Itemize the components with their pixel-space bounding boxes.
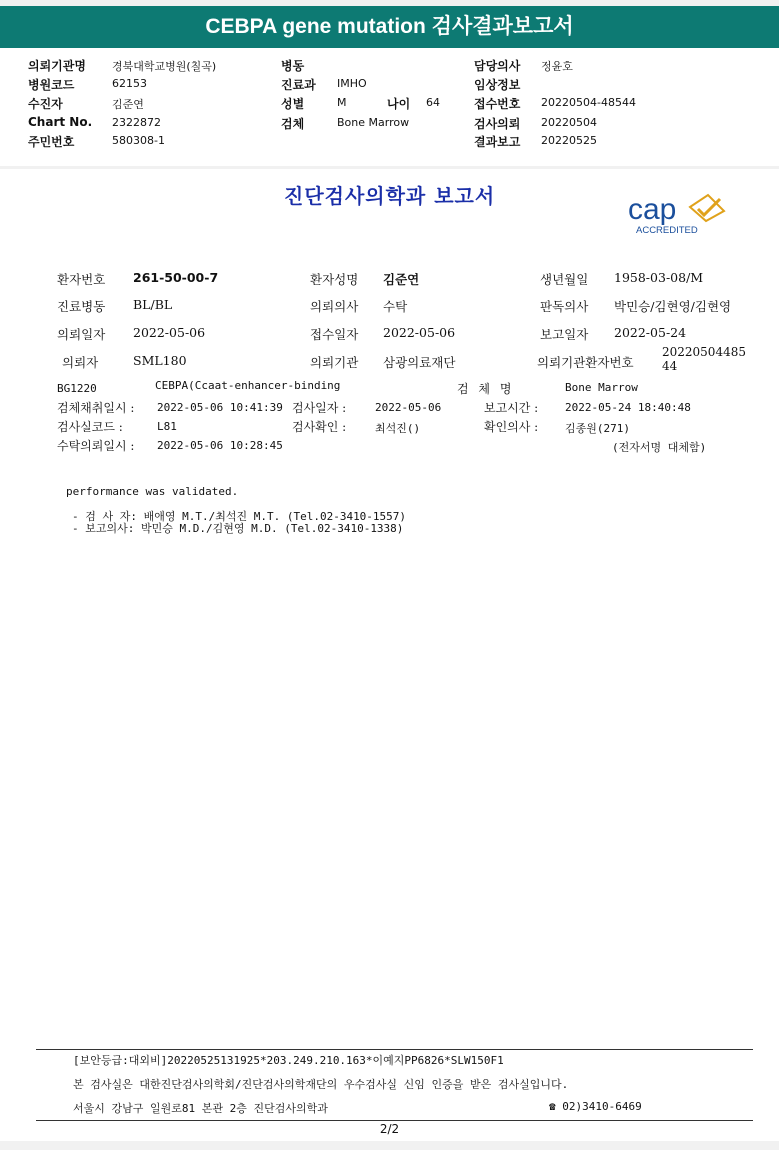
label-result-report: 결과보고 bbox=[474, 135, 521, 149]
value-resident-no: 580308-1 bbox=[112, 134, 165, 147]
label-department: 진료과 bbox=[281, 78, 316, 92]
label-specimen-name: 검 체 명 bbox=[457, 382, 515, 396]
label-reading-doctor: 판독의사 bbox=[540, 299, 589, 314]
label-report-date: 보고일자 bbox=[540, 327, 589, 342]
label-report-time: 보고시간 : bbox=[484, 401, 539, 415]
value-birth-date: 1958-03-08/M bbox=[614, 270, 704, 285]
label-requesting-org: 의뢰기관 bbox=[310, 355, 359, 370]
value-sex: M bbox=[337, 96, 347, 109]
label-resident-no: 주민번호 bbox=[28, 135, 75, 149]
value-receipt-date: 2022-05-06 bbox=[383, 325, 456, 340]
label-age: 나이 bbox=[387, 97, 411, 111]
cap-logo-graphic bbox=[628, 191, 728, 237]
label-patient-name: 환자성명 bbox=[310, 272, 359, 287]
label-clinical-info: 임상정보 bbox=[474, 78, 521, 92]
tester-line: - 검 사 자: 배애영 M.T./최석진 M.T. (Tel.02-3410-1557) bbox=[72, 510, 407, 523]
label-requesting-doctor: 의뢰의사 bbox=[310, 299, 359, 314]
value-department: IMHO bbox=[337, 77, 367, 90]
cap-logo-text: cap bbox=[628, 193, 677, 226]
cap-accredited-logo bbox=[628, 191, 728, 237]
label-requester: 의뢰자 bbox=[62, 355, 99, 370]
label-test-confirm: 검사확인 : bbox=[292, 420, 347, 434]
value-lab-code: L81 bbox=[157, 420, 177, 433]
footer-bottom-divider bbox=[36, 1120, 753, 1121]
label-org-patient-no: 의뢰기관환자번호 bbox=[537, 355, 634, 370]
value-test-confirm: 최석진() bbox=[375, 422, 421, 435]
label-ward: 병동 bbox=[281, 59, 305, 73]
footer-top-divider bbox=[36, 1049, 753, 1050]
value-consignment-time: 2022-05-06 10:28:45 bbox=[157, 439, 283, 452]
label-attending-physician: 담당의사 bbox=[474, 59, 521, 73]
validation-note: performance was validated. bbox=[66, 485, 239, 498]
label-sex: 성별 bbox=[281, 97, 305, 111]
value-chart-no: 2322872 bbox=[112, 116, 161, 129]
value-specimen-name: Bone Marrow bbox=[565, 381, 638, 394]
label-collection-time: 검체채취일시 : bbox=[57, 401, 135, 415]
certification-note: 본 검사실은 대한진단검사의학회/진단검사의학재단의 우수검사실 신임 인증을 받은 검사실입니다. bbox=[73, 1078, 569, 1091]
value-report-time: 2022-05-24 18:40:48 bbox=[565, 401, 691, 414]
value-age: 64 bbox=[426, 96, 440, 109]
report-title: 진단검사의학과 보고서 bbox=[284, 184, 496, 208]
value-test-request: 20220504 bbox=[541, 116, 597, 129]
page-number: 2/2 bbox=[379, 1122, 400, 1136]
value-test-date: 2022-05-06 bbox=[375, 401, 442, 414]
test-name: CEBPA(Ccaat-enhancer-binding bbox=[155, 379, 341, 392]
value-reading-doctor: 박민승/김현영/김현영 bbox=[614, 299, 732, 314]
label-chart-no: Chart No. bbox=[28, 115, 93, 129]
value-request-date: 2022-05-06 bbox=[133, 325, 206, 340]
label-confirming-doctor: 확인의사 : bbox=[484, 420, 539, 434]
value-collection-time: 2022-05-06 10:41:39 bbox=[157, 401, 283, 414]
label-hospital-code: 병원코드 bbox=[28, 78, 75, 92]
label-request-date: 의뢰일자 bbox=[57, 327, 106, 342]
label-lab-code: 검사실코드 : bbox=[57, 420, 123, 434]
value-result-report: 20220525 bbox=[541, 134, 597, 147]
label-test-date: 검사일자 : bbox=[292, 401, 347, 415]
label-consignment-time: 수탁의뢰일시 : bbox=[57, 439, 135, 453]
cap-logo-subtext: ACCREDITED bbox=[636, 225, 698, 236]
value-report-date: 2022-05-24 bbox=[614, 325, 687, 340]
value-specimen: Bone Marrow bbox=[337, 116, 410, 129]
label-birth-date: 생년월일 bbox=[540, 272, 589, 287]
label-test-request: 검사의뢰 bbox=[474, 117, 521, 131]
label-accession-no: 접수번호 bbox=[474, 97, 521, 111]
value-hospital-code: 62153 bbox=[112, 77, 147, 90]
label-examinee: 수진자 bbox=[28, 97, 63, 111]
label-receipt-date: 접수일자 bbox=[310, 327, 359, 342]
e-signature-note: (전자서명 대체함) bbox=[612, 441, 707, 454]
lab-address: 서울시 강남구 일원로81 본관 2층 진단검사의학과 bbox=[73, 1102, 328, 1115]
label-clinic-ward: 진료병동 bbox=[57, 299, 106, 314]
label-specimen: 검체 bbox=[281, 117, 305, 131]
value-requester: SML180 bbox=[133, 353, 187, 368]
lab-phone: ☎ 02)3410-6469 bbox=[549, 1100, 642, 1113]
value-clinic-ward: BL/BL bbox=[133, 297, 173, 312]
label-requesting-institution: 의뢰기관명 bbox=[28, 59, 86, 73]
document-title: CEBPA gene mutation 검사결과보고서 bbox=[0, 6, 779, 48]
security-stamp: [보안등급:대외비]20220525131925*203.249.210.163*이예지PP6826*SLW150F1 bbox=[73, 1054, 504, 1067]
reporting-doctor-line: - 보고의사: 박민승 M.D./김현영 M.D. (Tel.02-3410-1338) bbox=[72, 522, 404, 535]
value-patient-no: 261-50-00-7 bbox=[133, 270, 219, 285]
test-code: BG1220 bbox=[57, 382, 97, 395]
value-confirming-doctor: 김종원(271) bbox=[565, 422, 630, 435]
value-examinee: 김준연 bbox=[112, 98, 144, 111]
label-patient-no: 환자번호 bbox=[57, 272, 106, 287]
value-requesting-institution: 경북대학교병원(칠곡) bbox=[112, 60, 217, 73]
value-patient-name: 김준연 bbox=[383, 272, 420, 287]
value-requesting-org: 삼광의료재단 bbox=[383, 355, 456, 370]
value-requesting-doctor: 수탁 bbox=[383, 299, 408, 314]
value-accession-no: 20220504-48544 bbox=[541, 96, 636, 109]
value-attending-physician: 정윤호 bbox=[541, 60, 573, 73]
value-org-patient-no: 2022050448544 bbox=[662, 345, 746, 373]
